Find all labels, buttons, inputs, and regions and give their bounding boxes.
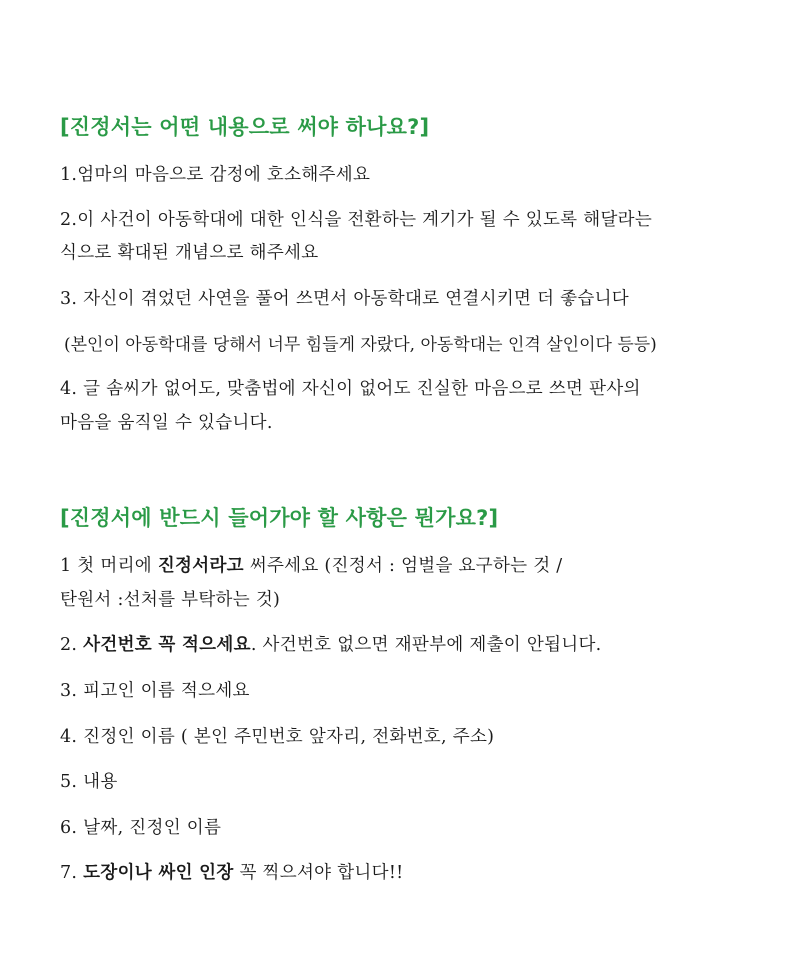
section1-item-2-line1: 2.이 사건이 아동학대에 대한 인식을 전환하는 계기가 될 수 있도록 해달라는 <box>60 210 653 230</box>
section2-item-1-prefix: 1 첫 머리에 <box>60 556 158 576</box>
section1-item-1: 1.엄마의 마음으로 감정에 호소해주세요 <box>60 165 371 185</box>
section1-item-3: 3. 자신이 겪었던 사연을 풀어 쓰면서 아동학대로 연결시키면 더 좋습니다 <box>60 289 630 309</box>
section2-item-2-bold: 사건번호 꼭 적으세요 <box>83 635 251 655</box>
section1-item-3-example: (본인이 아동학대를 당해서 너무 힘들게 자랐다, 아동학대는 인격 살인이다 등등) <box>64 335 657 355</box>
section2-item-2 <box>60 631 602 656</box>
section2-item-7-bold: 도장이나 싸인 인장 <box>83 863 234 883</box>
section2-item-1-line1 <box>60 552 563 577</box>
section2-item-2-suffix: . 사건번호 없으면 재판부에 제출이 안됩니다. <box>250 635 602 655</box>
section2-item-2-prefix: 2. <box>60 635 84 655</box>
section2-item-1-line2: 탄원서 :선처를 부탁하는 것) <box>60 590 281 610</box>
section1-item-4-line1: 4. 글 솜씨가 없어도, 맞춤법에 자신이 없어도 진실한 마음으로 쓰면 판사의 <box>60 379 641 399</box>
section1-heading: [진정서는 어떤 내용으로 써야 하나요?] <box>60 115 430 139</box>
section2-item-6: 6. 날짜, 진정인 이름 <box>60 818 222 838</box>
section2-item-3: 3. 피고인 이름 적으세요 <box>60 681 250 701</box>
section1-item-2-line2: 식으로 확대된 개념으로 해주세요 <box>60 243 319 263</box>
section2-heading: [진정서에 반드시 들어가야 할 사항은 뭔가요?] <box>60 506 499 530</box>
section2-item-7-prefix: 7. <box>60 863 84 883</box>
section2-item-1-suffix: 써주세요 (진정서 : 엄벌을 요구하는 것 / <box>243 556 563 576</box>
section2-item-1-bold: 진정서라고 <box>157 556 244 576</box>
section2-item-5: 5. 내용 <box>60 772 118 792</box>
section2-item-7 <box>60 859 404 884</box>
section1-item-4-line2: 마음을 움직일 수 있습니다. <box>60 413 273 433</box>
section2-item-7-suffix: 꼭 찍으셔야 합니다!! <box>233 863 404 883</box>
section2-item-4: 4. 진정인 이름 ( 본인 주민번호 앞자리, 전화번호, 주소) <box>60 727 495 747</box>
